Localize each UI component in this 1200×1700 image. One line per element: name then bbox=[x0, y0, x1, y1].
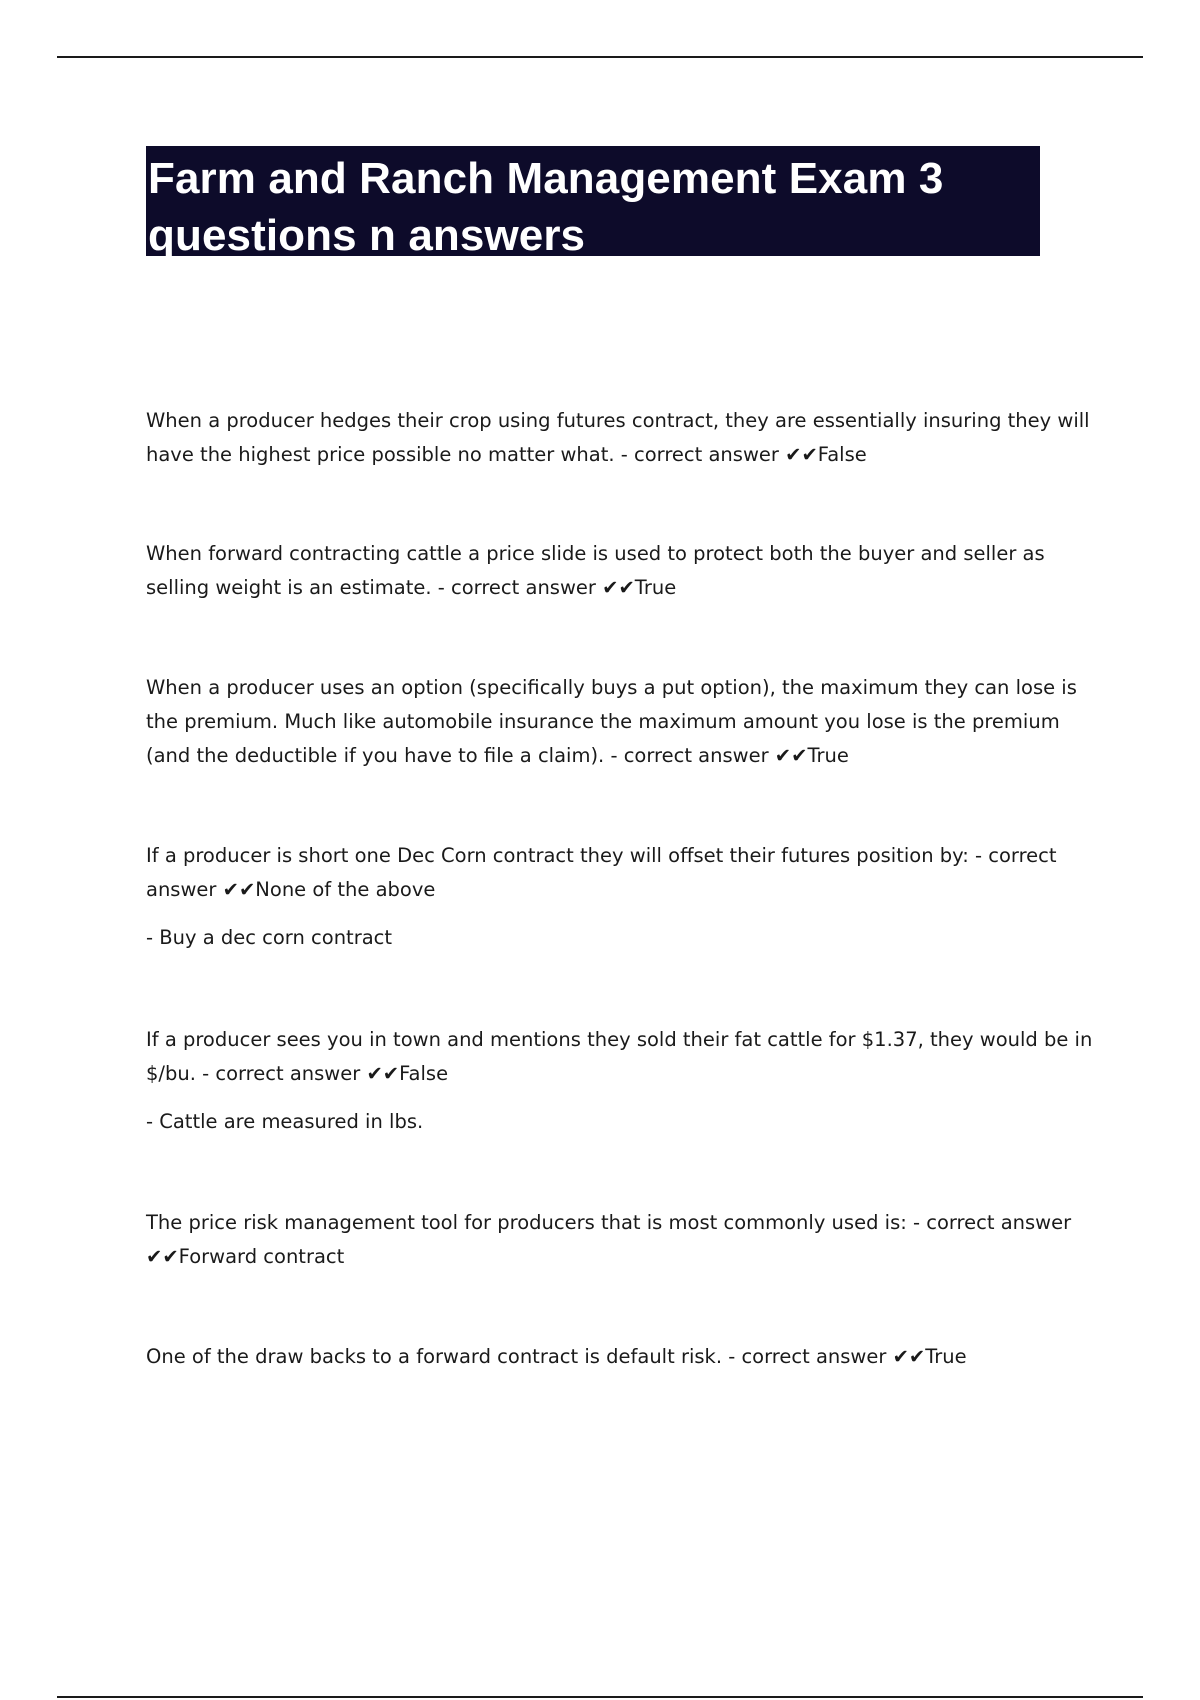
top-rule bbox=[57, 56, 1143, 58]
qa-item bbox=[146, 537, 1096, 671]
document-title bbox=[148, 150, 1038, 264]
qa-text: The price risk management tool for producers that is most commonly used is: - correct answer ✔✔Forward contract bbox=[146, 1211, 1072, 1268]
qa-list bbox=[146, 404, 1096, 1380]
bottom-rule bbox=[57, 1696, 1143, 1698]
qa-item bbox=[146, 404, 1096, 537]
qa-item bbox=[146, 839, 1096, 1023]
qa-text: If a producer sees you in town and mentions they sold their fat cattle for $1.37, they would be in $/bu. - correct answer ✔✔False bbox=[146, 1028, 1093, 1085]
qa-item bbox=[146, 671, 1096, 839]
qa-text: One of the draw backs to a forward contract is default risk. - correct answer ✔✔True bbox=[146, 1345, 967, 1368]
qa-text: When a producer hedges their crop using futures contract, they are essentially insuring they will have the highest price possible no matter what. - correct answer ✔✔False bbox=[146, 409, 1090, 466]
title-line-1: Farm and Ranch Management Exam 3 bbox=[148, 154, 944, 203]
qa-note: - Cattle are measured in lbs. bbox=[146, 1110, 424, 1133]
qa-text: When a producer uses an option (specifically buys a put option), the maximum they can lose is the premium. Much like automobile insurance the maximum amount you lose is the premium (and the deductible if you have to file a claim). - correct answer ✔✔True bbox=[146, 676, 1077, 767]
qa-item bbox=[146, 1206, 1096, 1340]
qa-text: When forward contracting cattle a price slide is used to protect both the buyer and seller as selling weight is an estimate. - correct answer ✔✔True bbox=[146, 542, 1045, 599]
qa-item bbox=[146, 1023, 1096, 1206]
qa-note: - Buy a dec corn contract bbox=[146, 926, 393, 949]
title-line-2: questions n answers bbox=[148, 211, 586, 260]
title-banner bbox=[146, 146, 1040, 260]
qa-item bbox=[146, 1340, 1096, 1380]
qa-text: If a producer is short one Dec Corn contract they will offset their futures position by: - correct answer ✔✔None of the above bbox=[146, 844, 1057, 901]
